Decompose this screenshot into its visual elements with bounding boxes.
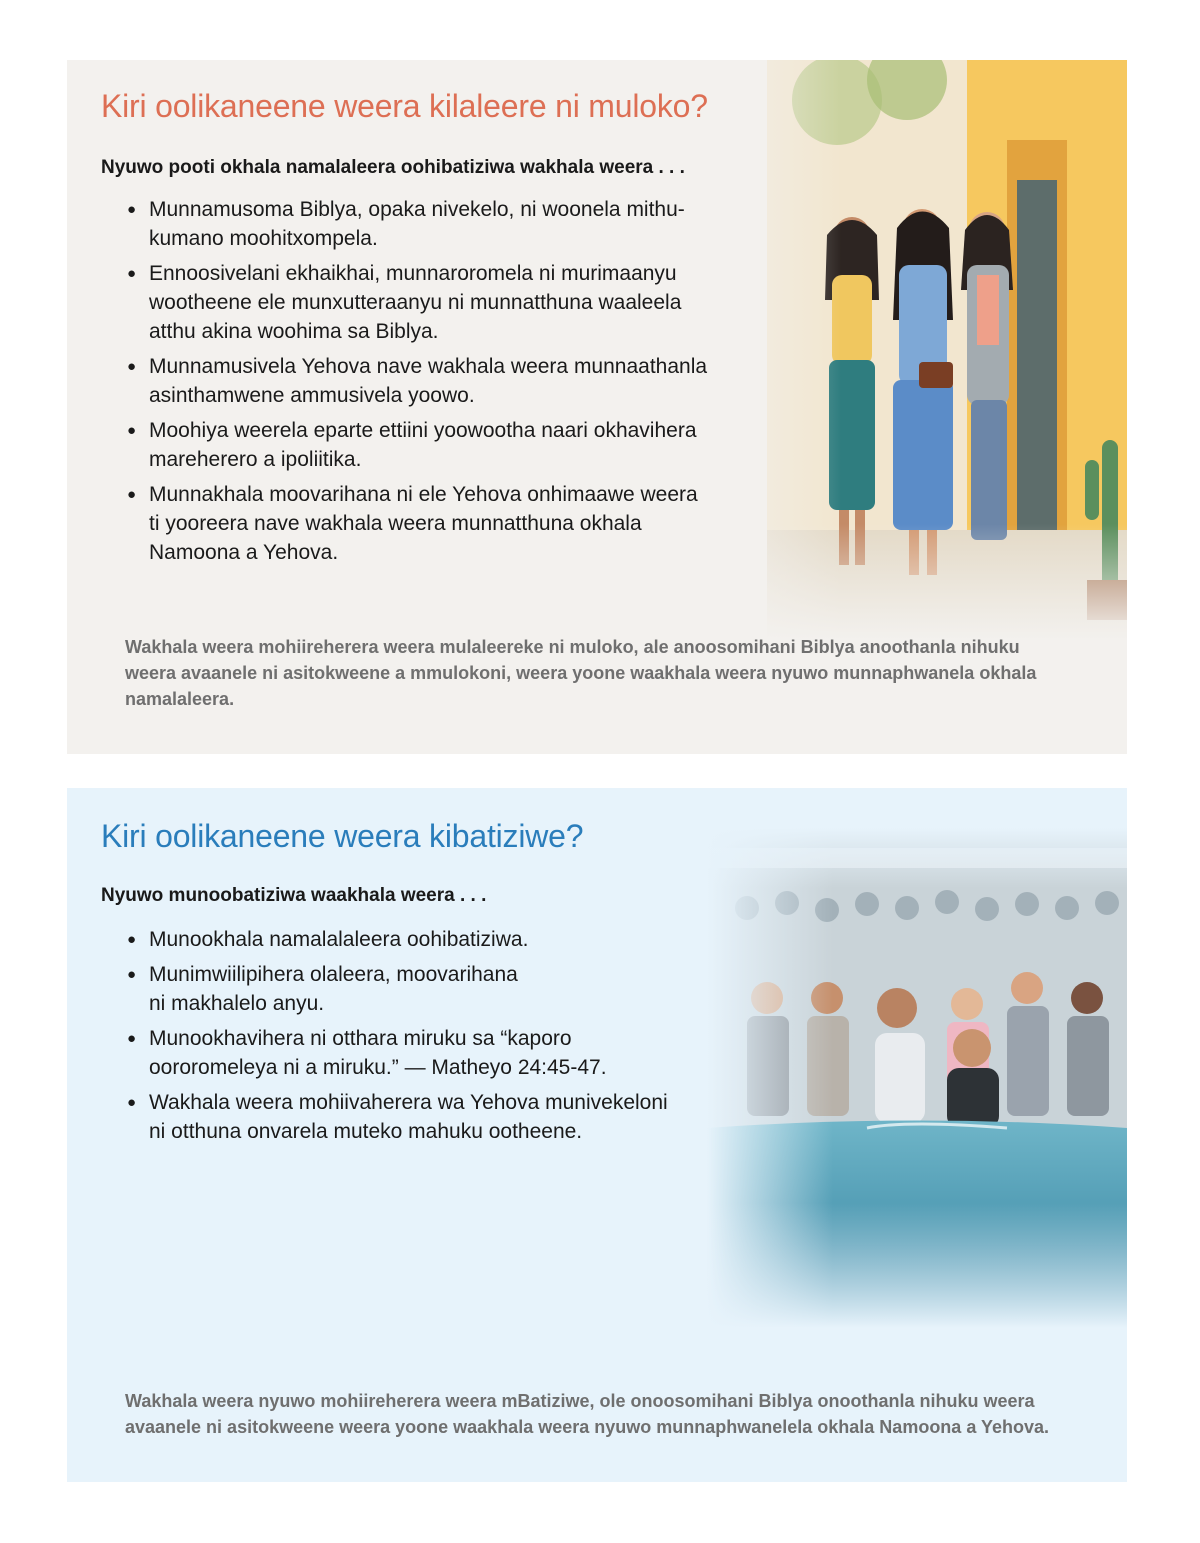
list-item-text: Munookhavihera ni otthara miruku sa “kaporo oororomeleya ni a miruku.” — Matheyo 24:45-47. (149, 1027, 607, 1079)
list-item (127, 480, 757, 567)
bullet-icon: ● (127, 201, 137, 218)
section-note: Wakhala weera nyuwo mohiireherera weera mBatiziwe, ole onoosomihani Biblya onoothanla nihuku weera avaanele ni asitokweene weera yoone waakhala weera nyuwo munnaphwanelela okhala Namoona a Yehova. (125, 1391, 1050, 1437)
list-item-text: Munnamusivela Yehova nave wakhala weera munnaathanla asinthamwene ammusivela yoowo. (149, 355, 708, 407)
requirements-list (127, 925, 717, 1152)
list-item (127, 960, 717, 1018)
section-title: Kiri oolikaneene weera kibatiziwe? (101, 818, 584, 854)
list-item (127, 195, 757, 253)
list-item (127, 259, 757, 346)
list-item-text: Munnamusoma Biblya, opaka nivekelo, ni woonela mithu- kumano moohitxompela. (149, 198, 685, 250)
bullet-icon: ● (127, 1030, 137, 1047)
list-item-text: Munnakhala moovarihana ni ele Yehova onhimaawe weera ti yooreera nave wakhala weera munnatthuna okhala Namoona a Yehova. (149, 483, 698, 564)
bullet-icon: ● (127, 265, 137, 282)
bullet-icon: ● (127, 1094, 137, 1111)
bullet-icon: ● (127, 966, 137, 983)
list-item-text: Wakhala weera mohiivaherera wa Yehova munivekeloni ni otthuna onvarela muteko mahuku ootheene. (149, 1091, 668, 1143)
bullet-icon: ● (127, 931, 137, 948)
bullet-icon: ● (127, 486, 137, 503)
list-item-text: Munookhala namalalaleera oohibatiziwa. (149, 928, 529, 951)
list-item (127, 416, 757, 474)
card-publisher (67, 60, 1127, 754)
requirements-list (127, 195, 757, 573)
bullet-icon: ● (127, 358, 137, 375)
section-note: Wakhala weera mohiireherera weera mulaleereke ni muloko, ale anoosomihani Biblya anoothanla nihuku weera avaanele ni asitokweene a mmulokoni, weera yoone waakhala weera nyuwo munnaphwanela okhala namalaleera. (125, 637, 1037, 709)
list-item (127, 1024, 717, 1082)
list-item (127, 352, 757, 410)
baptism-illustration (707, 828, 1127, 1328)
bullet-icon: ● (127, 422, 137, 439)
section-subtitle: Nyuwo pooti okhala namalaleera oohibatiziwa wakhala weera . . . (101, 157, 685, 178)
list-item-text: Ennoosivelani ekhaikhai, munnaroromela ni murimaanyu wootheene ele munxutteraanyu ni munnatthuna waaleela atthu akina woohima sa Biblya. (149, 262, 682, 343)
section-subtitle: Nyuwo munoobatiziwa waakhala weera . . . (101, 885, 487, 906)
list-item (127, 1088, 717, 1146)
card-baptism (67, 788, 1127, 1482)
list-item-text: Munimwiilipihera olaleera, moovarihana ni makhalelo anyu. (149, 963, 518, 1015)
section-title: Kiri oolikaneene weera kilaleere ni muloko? (101, 88, 708, 124)
list-item-text: Moohiya weerela eparte ettiini yoowootha naari okhavihera mareherero a ipoliitika. (149, 419, 697, 471)
list-item (127, 925, 717, 954)
